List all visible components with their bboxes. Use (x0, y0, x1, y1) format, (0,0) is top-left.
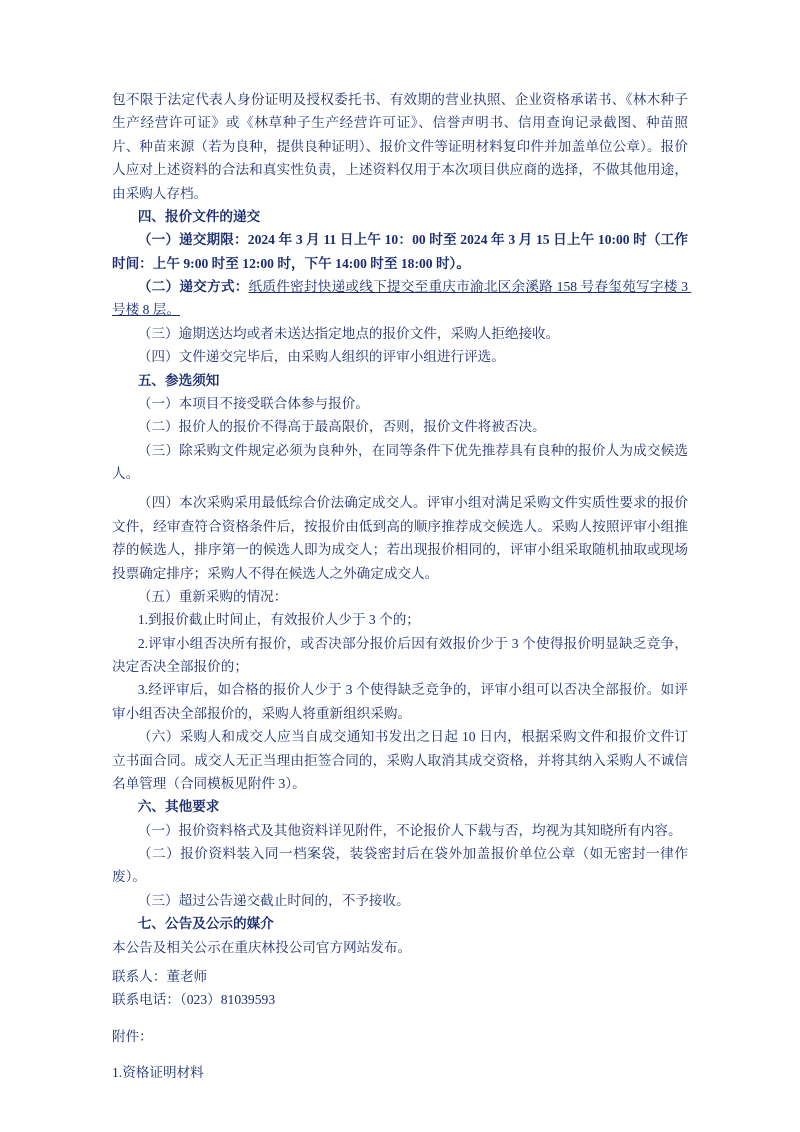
paragraph-materials: 包不限于法定代表人身份证明及授权委托书、有效期的营业执照、企业资格承诺书、《林木种子生产经营许可证》或《林草种子生产经营许可证》、信誉声明书、信用查询记录截图、种苗照片、种苗来源（若为良种，提供良种证明）、报价文件等证明材料复印件并加盖单位公章）。报价人应对上述资料的合法和真实性负责，上述资料仅用于本次项目供应商的选择，不做其他用途，由采购人存档。 (112, 92, 688, 201)
attachments-title: 附件： (112, 1028, 153, 1044)
paragraph-5-5-2: 2.评审小组否决所有报价，或否决部分报价后因有效报价少于 3 个使得报价明显缺乏竞争，决定否决全部报价的； (112, 635, 688, 674)
paragraph-6-2: （二）报价资料装入同一档案袋，装袋密封后在袋外加盖报价单位公章（如无密封一律作废）。 (112, 846, 688, 885)
contact-phone: 联系电话：（023）81039593 (112, 992, 276, 1008)
paragraph-5-4: （四）本次采购采用最低综合价法确定成交人。评审小组对满足采购文件实质性要求的报价文件，经审查符合资格条件后，按报价由低到高的顺序推荐成交候选人。采购人按照评审小组推荐的候选人，排序第一的候选人即为成交人；若出现报价相同的，评审小组采取随机抽取或现场投票确定排序；采购人不得在候选人之外确定成交人。 (112, 495, 688, 581)
paragraph-late-submission: （三）逾期送达均或者未送达指定地点的报价文件，采购人拒绝接收。 (137, 325, 560, 341)
document-body (112, 88, 692, 1084)
section-heading-4: 四、报价文件的递交 (137, 208, 261, 224)
paragraph-review-panel: （四）文件递交完毕后，由采购人组织的评审小组进行评选。 (137, 349, 505, 365)
section-heading-7: 七、公告及公示的媒介 (137, 916, 274, 932)
paragraph-5-5-1: 1.到报价截止时间止，有效报价人少于 3 个的； (137, 612, 420, 628)
paragraph-submission-deadline: （一）递交期限：2024 年 3 月 11 日上午 10：00 时至 2024 年 3 月 15 日上午 10:00 时（工作时间：上午 9:00 时至 12:00 时，下午 14:00 时至 18:00 时）。 (112, 232, 688, 271)
spacer (112, 1012, 688, 1025)
paragraph-5-5-3: 3.经评审后，如合格的报价人少于 3 个使得缺乏竞争的，评审小组可以否决全部报价。如评审小组否决全部报价的，采购人将重新组织采购。 (112, 682, 688, 721)
contact-name: 联系人：董老师 (112, 968, 208, 984)
submission-method-address: 纸质件密封快递或线下提交至重庆市渝北区余溪路 158 号春玺苑写字楼 3 号楼 8 层。 (112, 279, 692, 318)
paragraph-5-6: （六）采购人和成交人应当自成交通知书发出之日起 10 日内，根据采购文件和报价文件订立书面合同。成交人无正当理由拒签合同的，采购人取消其成交资格，并将其纳入采购人不诚信名单管理（合同模板见附件 3）。 (112, 729, 688, 791)
paragraph-6-3: （三）超过公告递交截止时间的，不予接收。 (137, 892, 410, 908)
paragraph-submission-method (112, 275, 692, 322)
paragraph-5-2: （二）报价人的报价不得高于最高限价，否则，报价文件将被否决。 (137, 419, 546, 435)
submission-method-label: （二）递交方式： (137, 279, 249, 294)
paragraph-5-5: （五）重新采购的情况： (137, 588, 288, 604)
paragraph-5-1: （一）本项目不接受联合体参与报价。 (137, 395, 369, 411)
spacer (112, 1048, 688, 1061)
paragraph-5-3: （三）除采购文件规定必须为良种外，在同等条件下优先推荐具有良种的报价人为成交候选人。 (112, 442, 688, 481)
paragraph-7-1: 本公告及相关公示在重庆林投公司官方网站发布。 (112, 939, 412, 955)
attachment-item-1: 1.资格证明材料 (112, 1065, 204, 1080)
section-heading-5: 五、参选须知 (137, 372, 220, 388)
section-heading-6: 六、其他要求 (137, 799, 220, 815)
paragraph-6-1: （一）报价资料格式及其他资料详见附件，不论报价人下载与否，均视为其知晓所有内容。 (137, 822, 682, 838)
